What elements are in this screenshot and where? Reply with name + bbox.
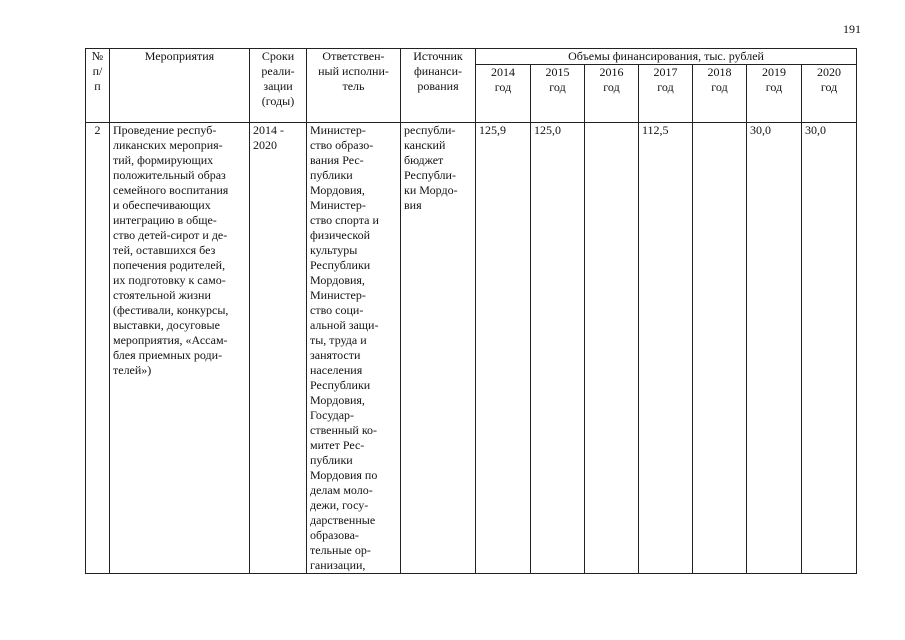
header-year: 2018 год bbox=[693, 65, 747, 123]
row-value-2016 bbox=[585, 123, 639, 574]
header-executor: Ответствен- ный исполни- тель bbox=[307, 49, 401, 123]
header-year: 2020 год bbox=[802, 65, 857, 123]
header-funding: Объемы финансирования, тыс. рублей bbox=[476, 49, 857, 65]
row-value-2015: 125,0 bbox=[531, 123, 585, 574]
funding-table bbox=[85, 48, 857, 574]
header-num: № п/ п bbox=[86, 49, 110, 123]
header-year: 2016 год bbox=[585, 65, 639, 123]
header-source: Источник финанси- рования bbox=[401, 49, 476, 123]
page-number: 191 bbox=[843, 22, 861, 36]
row-num: 2 bbox=[86, 123, 110, 574]
row-value-2017: 112,5 bbox=[639, 123, 693, 574]
row-value-2019: 30,0 bbox=[747, 123, 802, 574]
header-year: 2019 год bbox=[747, 65, 802, 123]
row-source: республи- канский бюджет Республи- ки Мордо- вия bbox=[401, 123, 476, 574]
header-events: Мероприятия bbox=[110, 49, 250, 123]
header-row-top bbox=[86, 49, 857, 65]
row-term: 2014 - 2020 bbox=[250, 123, 307, 574]
row-executor: Министер- ство образо- вания Рес- публики Мордовия, Министер- ство спорта и физической культуры Республики Мордовия, Министер- ство соци- альной защи- ты, труда и занятости населения Республики Мордовия, Государ- ственный ко- митет Рес- публики Мордовия по делам моло- дежи, госу- дарственные образова- тельные ор- ганизации, bbox=[307, 123, 401, 574]
row-event: Проведение респуб- ликанских мероприя- тий, формирующих положительный образ семейного воспитания и обеспечивающих интеграцию в обще- ство детей-сирот и де- тей, оставшихся без попечения родителей, их подготовку к само- стоятельной жизни (фестивали, конкурсы, выставки, досуговые мероприятия, «Ассам- блея приемных роди- телей») bbox=[110, 123, 250, 574]
header-year: 2014 год bbox=[476, 65, 531, 123]
header-year: 2017 год bbox=[639, 65, 693, 123]
header-year: 2015 год bbox=[531, 65, 585, 123]
row-value-2014: 125,9 bbox=[476, 123, 531, 574]
row-value-2018 bbox=[693, 123, 747, 574]
table-row bbox=[86, 123, 857, 574]
row-value-2020: 30,0 bbox=[802, 123, 857, 574]
header-terms: Сроки реали- зации (годы) bbox=[250, 49, 307, 123]
